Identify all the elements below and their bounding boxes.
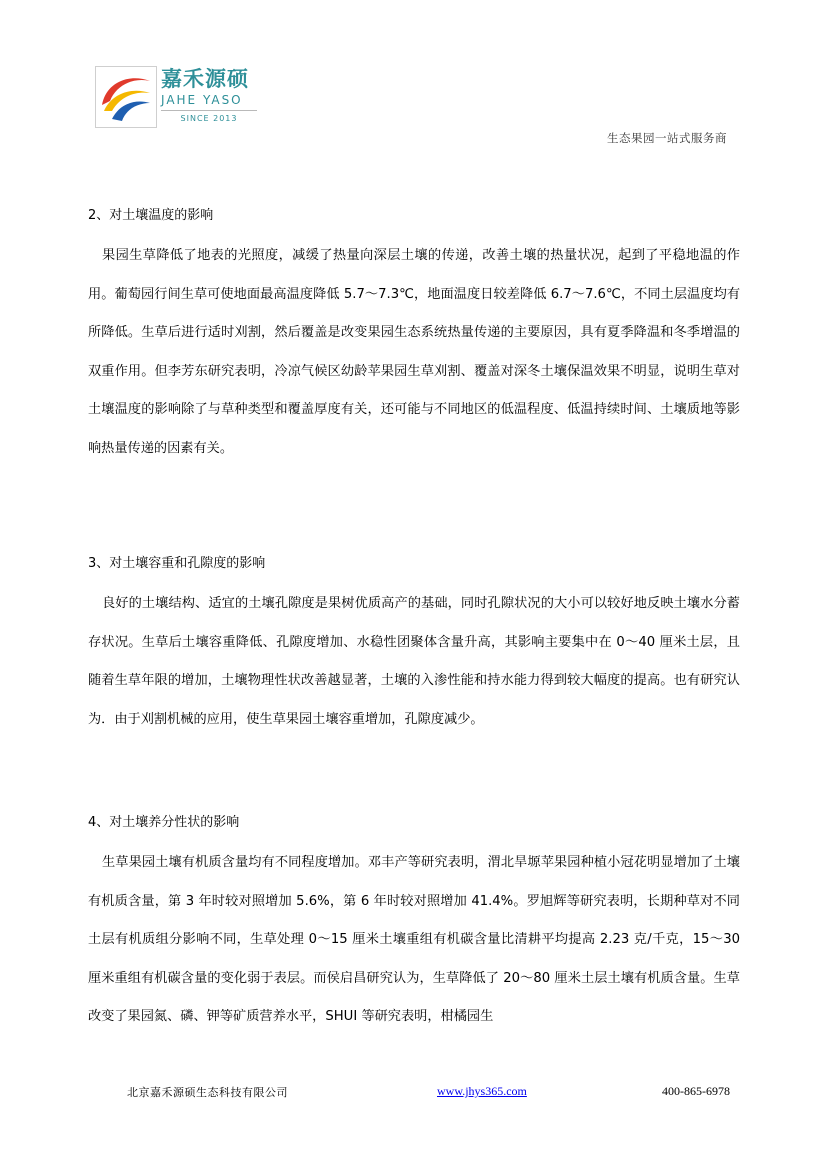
header-tagline: 生态果园一站式服务商 — [607, 131, 727, 145]
logo-name-cn: 嘉禾源硕 — [161, 66, 249, 91]
logo-divider — [161, 110, 257, 111]
logo-since: SINCE 2013 — [180, 114, 238, 123]
section-heading-soil-nutrients: 4、对土壤养分性状的影响 — [88, 815, 240, 830]
section-body-soil-temperature: 果园生草降低了地表的光照度，减缓了热量向深层土壤的传递，改善土壤的热量状况，起到了平稳地温的作用。葡萄园行间生草可使地面最高温度降低 5.7～7.3℃，地面温度日较差降低 6.7～7.6℃，不同土层温度均有所降低。生草后进行适时刈割，然后覆盖是改变果园生态系统热量传递的主要原因，具有夏季降温和冬季增温的双重作用。但李芳东研究表明，冷凉气候区幼龄苹果园生草刈割、覆盖对深冬土壤保温效果不明显，说明生草对土壤温度的影响除了与草种类型和覆盖厚度有关，还可能与不同地区的低温程度、低温持续时间、土壤质地等影响热量传递的因素有关。 — [88, 248, 740, 456]
section-heading-soil-porosity: 3、对土壤容重和孔隙度的影响 — [88, 556, 266, 571]
logo-name-en: JAHE YASO — [161, 93, 243, 107]
logo-swirl-icon — [96, 67, 156, 127]
footer-website-link[interactable]: www.jhys365.com — [437, 1084, 527, 1098]
company-logo — [95, 66, 258, 128]
page-footer — [0, 1084, 827, 1100]
section-body-soil-nutrients: 生草果园土壤有机质含量均有不同程度增加。邓丰产等研究表明，渭北旱塬苹果园种植小冠花明显增加了土壤有机质含量，第 3 年时较对照增加 5.6%，第 6 年时较对照增加 41.4%。罗旭辉等研究表明，长期种草对不同土层有机质组分影响不同，生草处理 0～15 厘米土壤重组有机碳含量比清耕平均提高 2.23 克/千克，15～30 厘米重组有机碳含量的变化弱于表层。而侯启昌研究认为，生草降低了 20～80 厘米土层土壤有机质含量。生草改变了果园氮、磷、钾等矿质营养水平，SHUI 等研究表明，柑橘园生 — [88, 855, 740, 1024]
footer-company: 北京嘉禾源硕生态科技有限公司 — [127, 1086, 288, 1099]
section-heading-soil-temperature: 2、对土壤温度的影响 — [88, 208, 214, 223]
logo-emblem — [95, 66, 157, 128]
section-body-soil-porosity: 良好的土壤结构、适宜的土壤孔隙度是果树优质高产的基础，同时孔隙状况的大小可以较好地反映土壤水分蓄存状况。生草后土壤容重降低、孔隙度增加、水稳性团聚体含量升高，其影响主要集中在 0～40 厘米土层，且随着生草年限的增加，土壤物理性状改善越显著，土壤的入渗性能和持水能力得到较大幅度的提高。也有研究认为．由于刈割机械的应用，使生草果园土壤容重增加，孔隙度减少。 — [88, 596, 740, 727]
footer-phone: 400-865-6978 — [662, 1084, 730, 1098]
